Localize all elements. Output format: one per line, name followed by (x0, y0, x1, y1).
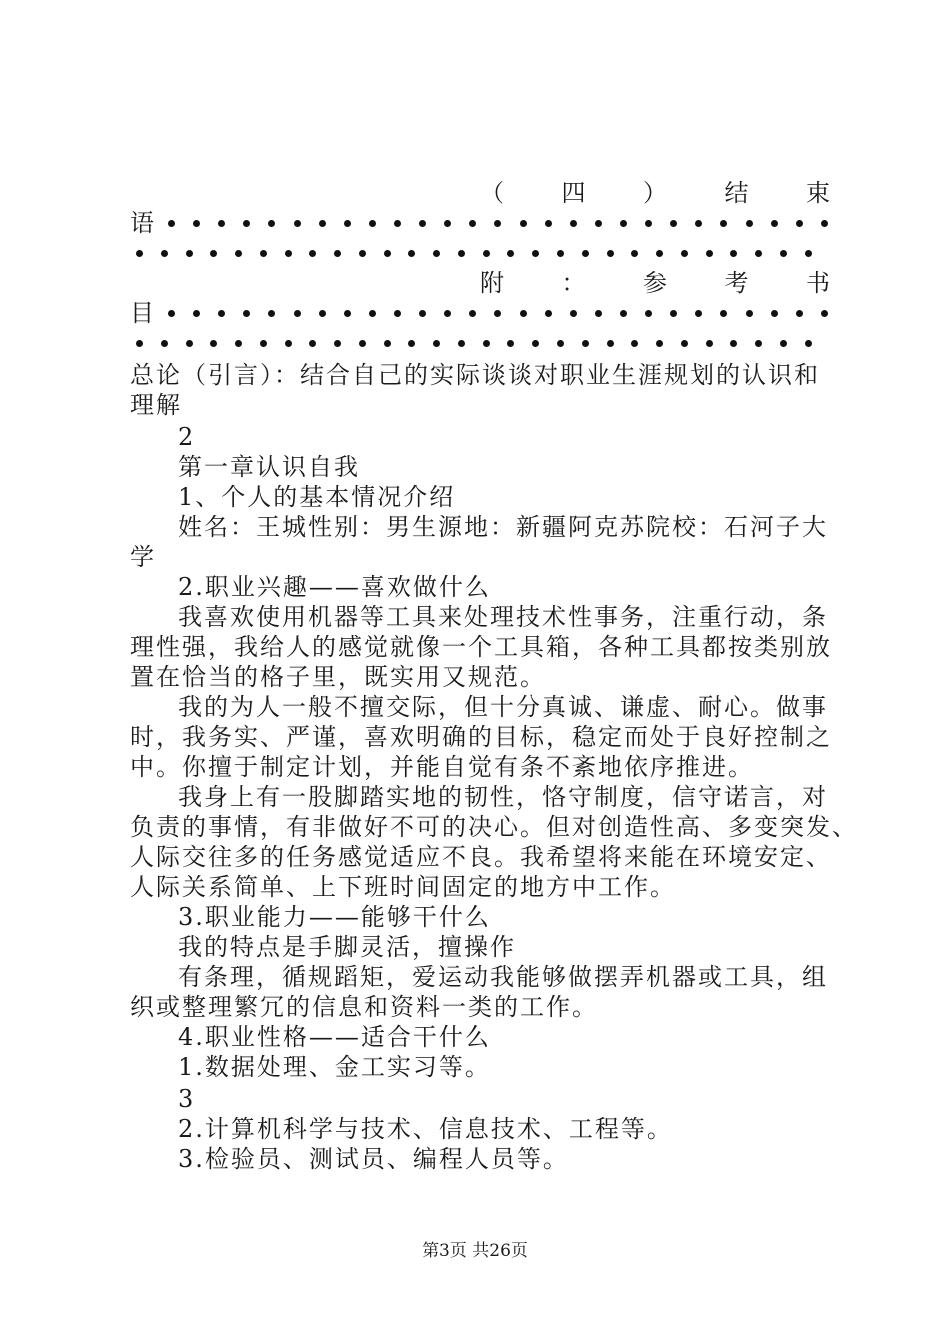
leader-dot (755, 340, 762, 347)
leader-dot (243, 220, 250, 227)
leader-dot (483, 340, 490, 347)
leader-dot (570, 310, 577, 317)
leader-dot (695, 220, 702, 227)
leader-dot (607, 250, 614, 257)
toc-char: 书 (806, 269, 830, 297)
leader-dot (780, 250, 787, 257)
leader-dot (285, 250, 292, 257)
leader-dot (369, 310, 376, 317)
leader-dot (359, 250, 366, 257)
leader-dot (193, 220, 200, 227)
leader-dot (631, 340, 638, 347)
leader-dot (645, 220, 652, 227)
list-item: 1.数据处理、金工实习等。 (178, 1053, 491, 1081)
paragraph-line: 人际交往多的任务感觉适应不良。我希望将来能在环境安定、 (130, 843, 832, 871)
leader-dot (631, 250, 638, 257)
leader-dot (771, 220, 778, 227)
leader-dot (570, 220, 577, 227)
leader-dot (168, 310, 175, 317)
toc-char: 四 (561, 179, 586, 207)
leader-dots-row (136, 328, 812, 358)
list-item: 3.检验员、测试员、编程人员等。 (178, 1145, 569, 1173)
leader-dot (419, 220, 426, 227)
paragraph-line: 我的特点是手脚灵活，擅操作 (178, 933, 516, 961)
paragraph-line: 我身上有一股脚踏实地的韧性，恪守制度，信守诺言，对 (178, 783, 828, 811)
leader-dot (821, 220, 828, 227)
leader-dot (285, 340, 292, 347)
toc-char: （ (480, 179, 504, 207)
leader-dot (681, 340, 688, 347)
chapter-heading: 第一章认识自我 (178, 453, 360, 481)
toc-appendix-heading (480, 268, 830, 298)
leader-dot (136, 340, 143, 347)
leader-dot (545, 220, 552, 227)
leader-dot (595, 310, 602, 317)
leader-dot (469, 310, 476, 317)
leader-dot (344, 310, 351, 317)
toc-char: ） (643, 179, 667, 207)
leader-dot (408, 340, 415, 347)
leader-dot (394, 220, 401, 227)
toc-char: 结 (724, 179, 749, 207)
toc-tail: 目 (130, 299, 154, 327)
leader-dot (532, 250, 539, 257)
leader-dot (243, 310, 250, 317)
leader-dot (520, 310, 527, 317)
section-heading: 1、个人的基本情况介绍 (178, 483, 456, 511)
paragraph-line: 我的为人一般不擅交际，但十分真诚、谦虚、耐心。做事 (178, 693, 828, 721)
page-footer: 第3页 共26页 (422, 1241, 528, 1261)
leader-dots (168, 220, 830, 227)
leader-dot (681, 250, 688, 257)
leader-dot (260, 340, 267, 347)
leader-dot (359, 340, 366, 347)
leader-dot (656, 340, 663, 347)
leader-dot (670, 220, 677, 227)
leader-dot (210, 250, 217, 257)
toc-appendix-leader (130, 298, 830, 328)
paragraph-line: 人际关系简单、上下班时间固定的地方中工作。 (130, 873, 676, 901)
leader-dot (394, 310, 401, 317)
paragraph-line: 理性强，我给人的感觉就像一个工具箱，各种工具都按类别放 (130, 633, 832, 661)
leader-dot (746, 220, 753, 227)
leader-dot (309, 250, 316, 257)
leader-dots-row (136, 238, 812, 268)
leader-dot (136, 250, 143, 257)
toc-char: 考 (724, 269, 749, 297)
leader-dot (294, 310, 301, 317)
leader-dot (805, 250, 812, 257)
paragraph-line: 中。你擅于制定计划，并能自觉有条不紊地依序推进。 (130, 753, 754, 781)
leader-dot (294, 220, 301, 227)
toc-char: 附 (480, 269, 504, 297)
leader-dot (821, 310, 828, 317)
leader-dot (670, 310, 677, 317)
paragraph-line: 姓名：王城性别：男生源地：新疆阿克苏院校：石河子大 (178, 513, 828, 541)
toc-char: 束 (806, 179, 830, 207)
leader-dot (620, 310, 627, 317)
leader-dot (796, 220, 803, 227)
paragraph-line: 负责的事情，有非做好不可的决心。但对创造性高、多变突发、 (130, 813, 858, 841)
leader-dot (408, 250, 415, 257)
leader-dot (260, 250, 267, 257)
leader-dot (557, 250, 564, 257)
leader-dot (532, 340, 539, 347)
leader-dot (235, 250, 242, 257)
paragraph-line: 我喜欢使用机器等工具来处理技术性事务，注重行动，条 (178, 603, 828, 631)
leader-dot (507, 250, 514, 257)
toc-char: 参 (643, 269, 667, 297)
section-heading: 4.职业性格——适合干什么 (178, 1023, 491, 1051)
toc-tail: 语 (130, 209, 154, 237)
leader-dot (444, 220, 451, 227)
leader-dot (595, 220, 602, 227)
leader-dot (656, 250, 663, 257)
paragraph-line: 时，我务实、严谨，喜欢明确的目标，稳定而处于良好控制之 (130, 723, 832, 751)
toc-item4-leader (130, 208, 830, 238)
toc-char: ： (561, 269, 586, 297)
leader-dot (557, 340, 564, 347)
leader-dot (218, 220, 225, 227)
leader-dot (268, 310, 275, 317)
leader-dot (218, 310, 225, 317)
leader-dot (344, 220, 351, 227)
leader-dot (384, 340, 391, 347)
leader-dot (494, 310, 501, 317)
leader-dot (444, 310, 451, 317)
leader-dot (319, 220, 326, 227)
leader-dot (268, 220, 275, 227)
intro-line: 理解 (130, 391, 182, 419)
leader-dot (235, 340, 242, 347)
leader-dot (161, 250, 168, 257)
leader-dot (193, 310, 200, 317)
leader-dot (545, 310, 552, 317)
leader-dot (419, 310, 426, 317)
leader-dot (319, 310, 326, 317)
leader-dot (210, 340, 217, 347)
leader-dot (645, 310, 652, 317)
leader-dot (186, 340, 193, 347)
leader-dot (483, 250, 490, 257)
page-marker: 3 (178, 1085, 196, 1113)
leader-dot (384, 250, 391, 257)
leader-dot (582, 340, 589, 347)
leader-dot (771, 310, 778, 317)
leader-dot (805, 340, 812, 347)
leader-dot (309, 340, 316, 347)
leader-dot (334, 250, 341, 257)
section-heading: 3.职业能力——能够干什么 (178, 903, 491, 931)
leader-dot (494, 220, 501, 227)
paragraph-line: 学 (130, 543, 156, 571)
leader-dot (458, 250, 465, 257)
leader-dot (161, 340, 168, 347)
leader-dot (620, 220, 627, 227)
leader-dot (746, 310, 753, 317)
leader-dot (369, 220, 376, 227)
leader-dot (334, 340, 341, 347)
leader-dot (186, 250, 193, 257)
leader-dot (433, 340, 440, 347)
intro-line: 总论（引言）：结合自己的实际谈谈对职业生涯规划的认识和 (130, 361, 820, 389)
leader-dots (168, 310, 830, 317)
leader-dot (720, 310, 727, 317)
leader-dot (168, 220, 175, 227)
paragraph-line: 织或整理繁冗的信息和资料一类的工作。 (130, 993, 598, 1021)
leader-dot (755, 250, 762, 257)
leader-dot (458, 340, 465, 347)
toc-item4-heading (480, 178, 830, 208)
leader-dot (520, 220, 527, 227)
leader-dot (706, 340, 713, 347)
leader-dot (706, 250, 713, 257)
page-marker: 2 (178, 423, 196, 451)
list-item: 2.计算机科学与技术、信息技术、工程等。 (178, 1115, 673, 1143)
leader-dot (582, 250, 589, 257)
leader-dot (720, 220, 727, 227)
leader-dot (433, 250, 440, 257)
leader-dot (730, 250, 737, 257)
leader-dot (780, 340, 787, 347)
section-heading: 2.职业兴趣——喜欢做什么 (178, 573, 491, 601)
paragraph-line: 有条理，循规蹈矩，爱运动我能够做摆弄机器或工具，组 (178, 963, 828, 991)
leader-dot (469, 220, 476, 227)
paragraph-line: 置在恰当的格子里，既实用又规范。 (130, 663, 546, 691)
leader-dot (730, 340, 737, 347)
leader-dot (796, 310, 803, 317)
leader-dot (695, 310, 702, 317)
leader-dot (607, 340, 614, 347)
leader-dot (507, 340, 514, 347)
